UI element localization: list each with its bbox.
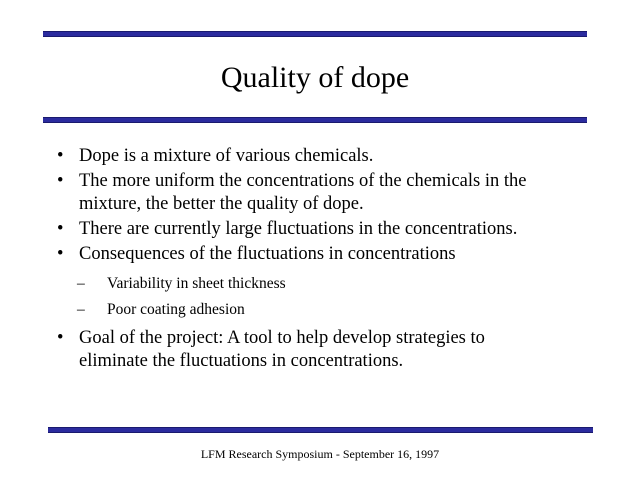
bullet-item — [52, 243, 592, 266]
sub-bullet-item — [52, 271, 592, 297]
slide-title: Quality of dope — [220, 61, 410, 94]
bullet-item — [52, 327, 592, 373]
bullet-marker: • — [57, 219, 64, 239]
bullet-marker: • — [57, 171, 64, 191]
footer-divider-rule — [48, 427, 593, 433]
bullet-text: Goal of the project: A tool to help develop strategies to — [79, 328, 485, 348]
sub-bullet-list — [52, 271, 592, 323]
bullet-text-continuation: eliminate the fluctuations in concentrations. — [79, 351, 404, 371]
sub-bullet-item — [52, 297, 592, 323]
sub-bullet-marker: – — [77, 301, 85, 318]
top-divider-rule — [43, 31, 587, 37]
bullet-text: The more uniform the concentrations of the chemicals in the — [79, 171, 527, 191]
bullet-text-continuation: mixture, the better the quality of dope. — [79, 194, 364, 214]
bullet-item — [52, 170, 592, 216]
bullet-item — [52, 145, 592, 168]
title-divider-rule — [43, 117, 587, 123]
bullet-marker: • — [57, 328, 64, 348]
sub-bullet-marker: – — [77, 275, 85, 292]
bullet-text: Consequences of the fluctuations in concentrations — [79, 244, 456, 264]
sub-bullet-text: Variability in sheet thickness — [107, 275, 286, 292]
bullet-text: Dope is a mixture of various chemicals. — [79, 146, 374, 166]
bullet-item — [52, 218, 592, 241]
slide-body — [52, 145, 592, 375]
bullet-text: There are currently large fluctuations in the concentrations. — [79, 219, 518, 239]
bullet-marker: • — [57, 244, 64, 264]
bullet-marker: • — [57, 146, 64, 166]
slide-footer: LFM Research Symposium - September 16, 1997 — [200, 447, 440, 461]
sub-bullet-text: Poor coating adhesion — [107, 301, 245, 318]
